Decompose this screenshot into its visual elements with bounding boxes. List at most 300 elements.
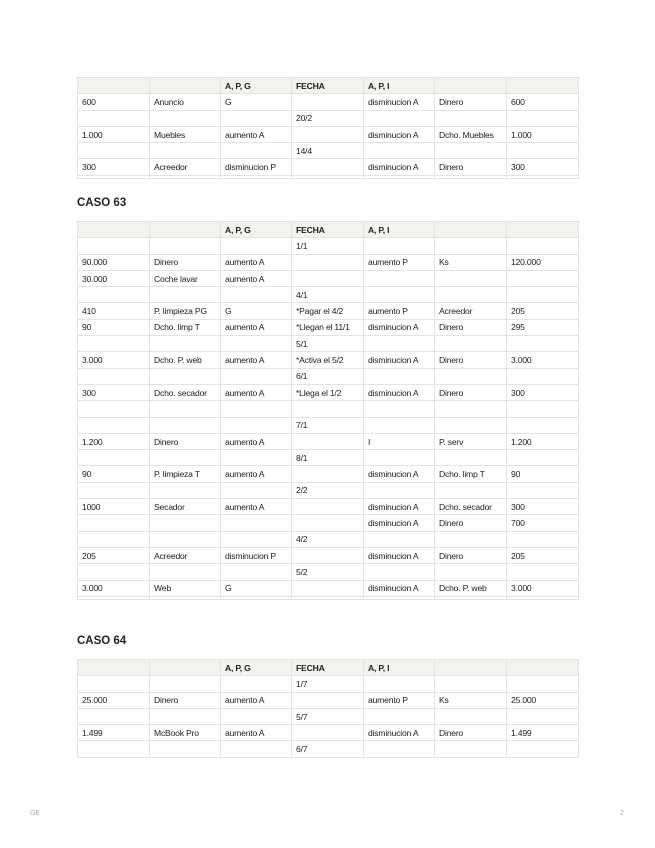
table-cell: [435, 110, 507, 126]
table-cell: 25.000: [78, 692, 150, 708]
table-cell: 90: [507, 466, 579, 482]
table-cell: 3.000: [507, 352, 579, 368]
table-cell: 1.000: [78, 126, 150, 142]
table-cell: [292, 580, 364, 596]
table-cell: [78, 741, 150, 757]
table-cell: [435, 741, 507, 757]
table-cell: 120.000: [507, 254, 579, 270]
page-number: 2: [620, 810, 624, 817]
table-row: [78, 482, 579, 498]
table-cell: Dcho. P. web: [150, 352, 221, 368]
table-cell: 1.200: [507, 433, 579, 449]
table-cell: [292, 126, 364, 142]
table-cell: [507, 110, 579, 126]
table-cell: [292, 466, 364, 482]
table-cell: [150, 143, 221, 159]
column-header: FECHA: [292, 78, 364, 94]
table-row: [78, 725, 579, 741]
table-cell: 2/2: [292, 482, 364, 498]
table-cell: aumento A: [221, 319, 292, 335]
table-cell: [150, 336, 221, 352]
table-cell: [292, 94, 364, 110]
table-cell: Dcho. Muebles: [435, 126, 507, 142]
table-cell: disminucion A: [364, 94, 435, 110]
table-cell: 14/4: [292, 143, 364, 159]
table-cell: aumento A: [221, 725, 292, 741]
table-cell: 3.000: [78, 580, 150, 596]
table-cell: [435, 143, 507, 159]
table-row: [78, 368, 579, 384]
ledger-table-caso-64: [77, 659, 579, 758]
column-header: [78, 660, 150, 676]
column-header: FECHA: [292, 222, 364, 238]
table-cell: [292, 515, 364, 531]
table-cell: [507, 564, 579, 580]
table-cell: [150, 596, 221, 599]
table-cell: [78, 336, 150, 352]
table-cell: 1000: [78, 499, 150, 515]
table-cell: [150, 482, 221, 498]
table-cell: *Pagar el 4/2: [292, 303, 364, 319]
table-cell: Dinero: [150, 692, 221, 708]
table-cell: aumento A: [221, 499, 292, 515]
table-cell: Dinero: [150, 433, 221, 449]
ledger-table-caso-63: [77, 221, 579, 600]
table-cell: [507, 676, 579, 692]
table-cell: 300: [507, 159, 579, 175]
table-cell: aumento A: [221, 270, 292, 286]
table-cell: [435, 596, 507, 599]
table-cell: Ks: [435, 254, 507, 270]
table-cell: P. limpieza T: [150, 466, 221, 482]
table-cell: *Llega el 1/2: [292, 384, 364, 400]
table-cell: [292, 175, 364, 178]
table-cell: [292, 692, 364, 708]
table-cell: [435, 708, 507, 724]
table-cell: [78, 482, 150, 498]
table-cell: [221, 175, 292, 178]
table-cell: aumento P: [364, 303, 435, 319]
table-cell: aumento A: [221, 692, 292, 708]
table-row: [78, 303, 579, 319]
table-cell: [435, 401, 507, 417]
table-cell: [292, 401, 364, 417]
table-header-row: [78, 660, 579, 676]
table-cell: Dcho. limp T: [150, 319, 221, 335]
table-cell: Coche lavar: [150, 270, 221, 286]
table-cell: 1.499: [78, 725, 150, 741]
table-cell: disminucion A: [364, 580, 435, 596]
table-cell: Dinero: [150, 254, 221, 270]
table-row: [78, 159, 579, 175]
table-cell: 25.000: [507, 692, 579, 708]
table-cell: [150, 368, 221, 384]
table-cell: [364, 482, 435, 498]
table-cell: [507, 482, 579, 498]
column-header: [435, 78, 507, 94]
table-cell: [435, 287, 507, 303]
table-row: [78, 287, 579, 303]
table-cell: [150, 417, 221, 433]
table-cell: 8/1: [292, 450, 364, 466]
table-cell: [507, 417, 579, 433]
table-cell: [364, 175, 435, 178]
column-header: A, P, G: [221, 78, 292, 94]
table-cell: aumento A: [221, 466, 292, 482]
column-header: [150, 78, 221, 94]
table-cell: [435, 676, 507, 692]
column-header: A, P, I: [364, 78, 435, 94]
table-cell: disminucion A: [364, 352, 435, 368]
table-cell: 700: [507, 515, 579, 531]
table-row: [78, 676, 579, 692]
table-cell: 5/2: [292, 564, 364, 580]
column-header: A, P, G: [221, 660, 292, 676]
table-cell: Dcho. secador: [435, 499, 507, 515]
table-cell: 1.499: [507, 725, 579, 741]
table-cell: [78, 417, 150, 433]
table-row: [78, 143, 579, 159]
table-cell: [150, 401, 221, 417]
table-cell: G: [221, 580, 292, 596]
table-cell: [150, 676, 221, 692]
table-cell: [364, 401, 435, 417]
table-cell: [292, 596, 364, 599]
table-cell: 90: [78, 466, 150, 482]
table-row: [78, 319, 579, 335]
table-cell: [507, 287, 579, 303]
table-cell: Muebles: [150, 126, 221, 142]
table-cell: [364, 417, 435, 433]
column-header: [150, 660, 221, 676]
table-cell: 410: [78, 303, 150, 319]
table-cell: [507, 336, 579, 352]
table-cell: Ks: [435, 692, 507, 708]
table-cell: disminucion A: [364, 384, 435, 400]
table-cell: [221, 741, 292, 757]
table-cell: [364, 676, 435, 692]
table-cell: [221, 401, 292, 417]
table-cell: [435, 238, 507, 254]
table-cell: [435, 450, 507, 466]
table-cell: [221, 238, 292, 254]
table-cell: aumento A: [221, 433, 292, 449]
table-row: [78, 531, 579, 547]
table-cell: Dinero: [435, 352, 507, 368]
table-cell: 1.000: [507, 126, 579, 142]
table-cell: 3.000: [507, 580, 579, 596]
column-header: [435, 660, 507, 676]
table-row: [78, 384, 579, 400]
table-cell: disminucion A: [364, 466, 435, 482]
table-cell: [507, 238, 579, 254]
table-cell: [78, 175, 150, 178]
table-cell: 7/1: [292, 417, 364, 433]
table-cell: 300: [78, 384, 150, 400]
table-end-row: [78, 596, 579, 599]
column-header: [150, 222, 221, 238]
table-cell: [78, 401, 150, 417]
column-header: [78, 78, 150, 94]
table-cell: 600: [78, 94, 150, 110]
table-cell: [221, 676, 292, 692]
table-cell: [292, 725, 364, 741]
table-row: [78, 126, 579, 142]
table-cell: aumento A: [221, 384, 292, 400]
table-cell: [221, 482, 292, 498]
table-cell: P. serv: [435, 433, 507, 449]
table-cell: [221, 564, 292, 580]
table-cell: [221, 368, 292, 384]
table-cell: 20/2: [292, 110, 364, 126]
table-cell: [435, 270, 507, 286]
table-cell: [150, 110, 221, 126]
table-cell: [221, 515, 292, 531]
table-cell: [150, 515, 221, 531]
table-cell: Dcho. secador: [150, 384, 221, 400]
table-cell: 1.200: [78, 433, 150, 449]
table-cell: Dinero: [435, 547, 507, 563]
table-row: [78, 254, 579, 270]
table-row: [78, 336, 579, 352]
table-cell: Dcho. limp T: [435, 466, 507, 482]
table-cell: [221, 450, 292, 466]
column-header: FECHA: [292, 660, 364, 676]
table-cell: 90: [78, 319, 150, 335]
table-cell: I: [364, 433, 435, 449]
table-cell: [78, 515, 150, 531]
table-cell: [364, 450, 435, 466]
footer-left-text: GE: [30, 810, 41, 817]
table-cell: aumento P: [364, 254, 435, 270]
table-row: [78, 417, 579, 433]
table-cell: [364, 336, 435, 352]
table-cell: McBook Pro: [150, 725, 221, 741]
table-cell: [507, 270, 579, 286]
table-cell: [292, 499, 364, 515]
column-header: [78, 222, 150, 238]
table-cell: [292, 270, 364, 286]
table-cell: Dinero: [435, 515, 507, 531]
table-cell: [435, 175, 507, 178]
table-cell: [221, 110, 292, 126]
table-cell: disminucion A: [364, 499, 435, 515]
table-cell: Dinero: [435, 159, 507, 175]
table-cell: [150, 531, 221, 547]
table-cell: Web: [150, 580, 221, 596]
table-cell: [221, 336, 292, 352]
table-cell: [78, 143, 150, 159]
column-header: [507, 660, 579, 676]
table-cell: G: [221, 94, 292, 110]
table-cell: [150, 238, 221, 254]
table-row: [78, 515, 579, 531]
table-cell: 295: [507, 319, 579, 335]
table-row: [78, 270, 579, 286]
table-end-row: [78, 175, 579, 178]
table-cell: disminucion A: [364, 126, 435, 142]
table-cell: [150, 708, 221, 724]
table-cell: [507, 741, 579, 757]
caso-63-heading: CASO 63: [77, 197, 127, 209]
table-row: [78, 433, 579, 449]
table-cell: 6/1: [292, 368, 364, 384]
table-cell: [435, 368, 507, 384]
table-cell: disminucion A: [364, 319, 435, 335]
table-cell: [435, 336, 507, 352]
table-cell: [292, 547, 364, 563]
table-row: [78, 110, 579, 126]
table-row: [78, 547, 579, 563]
column-header: [435, 222, 507, 238]
table-cell: [78, 596, 150, 599]
table-cell: disminucion A: [364, 725, 435, 741]
table-cell: [507, 596, 579, 599]
table-cell: Acreedor: [435, 303, 507, 319]
table-cell: [150, 287, 221, 303]
column-header: [507, 222, 579, 238]
table-cell: 300: [507, 384, 579, 400]
table-cell: [435, 564, 507, 580]
table-cell: G: [221, 303, 292, 319]
table-cell: 1/1: [292, 238, 364, 254]
table-cell: [435, 417, 507, 433]
table-cell: [435, 482, 507, 498]
table-cell: [78, 676, 150, 692]
table-cell: Dinero: [435, 725, 507, 741]
table-cell: Dinero: [435, 319, 507, 335]
table-cell: [364, 368, 435, 384]
table-cell: [150, 450, 221, 466]
table-cell: [507, 401, 579, 417]
table-cell: [78, 564, 150, 580]
table-cell: [364, 564, 435, 580]
table-cell: [150, 741, 221, 757]
table-cell: [221, 143, 292, 159]
table-row: [78, 708, 579, 724]
table-cell: [364, 596, 435, 599]
table-cell: Secador: [150, 499, 221, 515]
table-cell: 4/1: [292, 287, 364, 303]
table-cell: [78, 238, 150, 254]
table-cell: 30.000: [78, 270, 150, 286]
table-cell: disminucion P: [221, 547, 292, 563]
table-cell: P. limpieza PG: [150, 303, 221, 319]
table-cell: [78, 531, 150, 547]
table-cell: [221, 417, 292, 433]
table-cell: disminucion A: [364, 515, 435, 531]
table-cell: [221, 596, 292, 599]
table-row: [78, 692, 579, 708]
table-cell: 90.000: [78, 254, 150, 270]
table-cell: 300: [78, 159, 150, 175]
table-cell: *Llegan el 11/1: [292, 319, 364, 335]
table-cell: 300: [507, 499, 579, 515]
table-cell: [507, 175, 579, 178]
table-cell: [364, 270, 435, 286]
ledger-table-previous-case: [77, 77, 579, 179]
table-cell: [78, 450, 150, 466]
table-cell: aumento P: [364, 692, 435, 708]
table-cell: [221, 287, 292, 303]
table-header-row: [78, 78, 579, 94]
table-cell: [364, 238, 435, 254]
table-cell: [507, 368, 579, 384]
table-row: [78, 401, 579, 417]
table-cell: [364, 531, 435, 547]
table-cell: 5/1: [292, 336, 364, 352]
table-cell: Dinero: [435, 94, 507, 110]
table-cell: [364, 708, 435, 724]
table-row: [78, 94, 579, 110]
table-cell: [292, 433, 364, 449]
table-cell: [78, 287, 150, 303]
table-cell: *Activa el 5/2: [292, 352, 364, 368]
table-row: [78, 238, 579, 254]
table-cell: Dinero: [435, 384, 507, 400]
table-row: [78, 741, 579, 757]
table-cell: 4/2: [292, 531, 364, 547]
table-cell: Dcho. P. web: [435, 580, 507, 596]
table-cell: disminucion A: [364, 547, 435, 563]
table-cell: [292, 159, 364, 175]
table-cell: [150, 175, 221, 178]
table-row: [78, 564, 579, 580]
table-header-row: [78, 222, 579, 238]
column-header: A, P, I: [364, 660, 435, 676]
table-cell: [507, 708, 579, 724]
table-cell: [292, 254, 364, 270]
table-cell: 205: [507, 303, 579, 319]
table-cell: aumento A: [221, 352, 292, 368]
table-cell: 3.000: [78, 352, 150, 368]
table-cell: aumento A: [221, 254, 292, 270]
table-cell: disminucion A: [364, 159, 435, 175]
table-cell: [221, 708, 292, 724]
table-row: [78, 352, 579, 368]
table-cell: 205: [78, 547, 150, 563]
table-cell: [364, 110, 435, 126]
table-cell: [221, 531, 292, 547]
table-cell: Acreedor: [150, 159, 221, 175]
table-cell: [78, 110, 150, 126]
table-cell: aumento A: [221, 126, 292, 142]
table-cell: 600: [507, 94, 579, 110]
table-cell: [507, 450, 579, 466]
table-row: [78, 499, 579, 515]
table-cell: [78, 708, 150, 724]
table-row: [78, 466, 579, 482]
table-cell: Anuncio: [150, 94, 221, 110]
table-cell: Acreedor: [150, 547, 221, 563]
column-header: [507, 78, 579, 94]
table-cell: 1/7: [292, 676, 364, 692]
table-cell: [364, 741, 435, 757]
column-header: A, P, I: [364, 222, 435, 238]
table-cell: [435, 531, 507, 547]
table-cell: [150, 564, 221, 580]
table-cell: [507, 143, 579, 159]
table-cell: 205: [507, 547, 579, 563]
table-cell: disminucion P: [221, 159, 292, 175]
column-header: A, P, G: [221, 222, 292, 238]
table-cell: 5/7: [292, 708, 364, 724]
caso-64-heading: CASO 64: [77, 635, 127, 647]
table-row: [78, 580, 579, 596]
table-cell: [364, 143, 435, 159]
table-cell: 6/7: [292, 741, 364, 757]
table-cell: [78, 368, 150, 384]
